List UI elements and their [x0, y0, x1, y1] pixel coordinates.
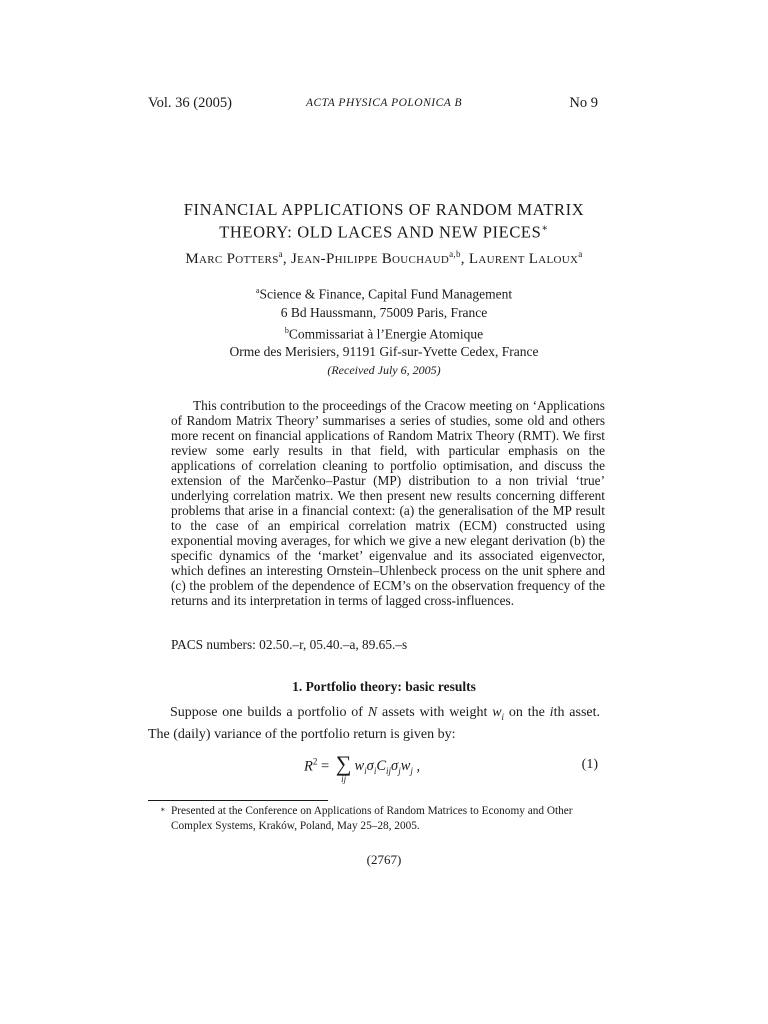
affiliation-a-line-2: 6 Bd Haussmann, 75009 Paris, France: [280, 304, 488, 320]
affiliation-b-name: Commissariat à l’Energie Atomique: [288, 326, 484, 341]
issue-label: No 9: [569, 95, 598, 111]
author-name: Jean-Philippe Bouchaud: [291, 251, 450, 267]
affiliation-b-line-1: [0, 322, 768, 344]
abstract-text: This contribution to the proceedings of the Cracow meeting on ‘Applications of Random Matrix Theory’ summarises a series of studies, some old and others more recent on financial applications of Random Matrix Theory (RMT). We first review some early results in that field, with particular emphasis on the applications of correlation cleaning to portfolio optimisation, and discuss the extension of the Marčenko–Pastur (MP) distribution to a non trivial ‘true’ underlying correlation matrix. We then present new results concerning different problems that arise in a financial context: (a) the generalisation of the MP result to the case of an empirical correlation matrix (ECM) constructed using exponential moving averages, for which we give a new elegant derivation (b) the specific dynamics of the ‘market’ eigenvalue and its associated eigenvector, which defines an interesting Ornstein–Uhlenbeck process on the unit sphere and (c) the problem of the dependence of ECM’s on the observation frequency of the returns and its interpretation in terms of lagged cross-influences.: [171, 398, 605, 608]
affiliation-a-name: Science & Finance, Capital Fund Management: [259, 286, 513, 302]
affiliation-mark-b: b: [284, 325, 289, 335]
footnote-mark: ∗: [160, 805, 166, 814]
sum-icon: ∑: [335, 751, 352, 776]
math-N: N: [367, 705, 378, 720]
text-run: th asset. The (daily) variance of the portfolio return is given by:: [148, 705, 601, 742]
volume-label: Vol. 36 (2005): [148, 95, 232, 111]
affiliation-mark-a: a: [255, 286, 260, 295]
text-run: on the: [504, 705, 550, 720]
section-heading: 1. Portfolio theory: basic results: [292, 679, 476, 694]
equation-rhs: $w_i\sigma_iC_{ij}\sigma_jw_j$: [354, 758, 413, 777]
title-line-1: FINANCIAL APPLICATIONS OF RANDOM MATRIX: [183, 200, 585, 219]
math-w: w: [492, 705, 502, 720]
author-affiliation-mark: a: [578, 249, 583, 259]
affiliation-b-line-2: Orme des Merisiers, 91191 Gif-sur-Yvette Cedex, France: [229, 344, 539, 359]
author-list: Marc Potters$^a$, Jean-Philippe Bouchaud$^{a,b}$, Laurent Laloux$^a$: [185, 249, 583, 267]
equation-1: [0, 752, 768, 796]
summation: [335, 751, 352, 784]
abstract: [171, 398, 605, 608]
title-line-2-text: THEORY: OLD LACES AND NEW PIECES: [219, 222, 542, 242]
body-paragraph: [148, 704, 600, 744]
author-name: Marc Potters: [185, 251, 279, 267]
footnote-rule: [148, 800, 328, 801]
footnote-text: Presented at the Conference on Applications of Random Matrices to Economy and Other Complex Systems, Kraków, Poland, May 25–28, 2005.: [171, 805, 573, 832]
text-run: Suppose one builds a portfolio of: [170, 705, 368, 720]
journal-name: ACTA PHYSICA POLONICA B: [305, 97, 462, 109]
author-affiliation-mark: a,b: [449, 249, 461, 259]
affiliation-a-line-1: [0, 282, 768, 304]
equation-lhs: R: [304, 758, 313, 775]
footnote: [148, 804, 602, 834]
title-footnote-mark: ∗: [541, 223, 549, 234]
equation-body: [304, 752, 420, 782]
sum-subscript: ij: [341, 774, 347, 784]
paper-title: [0, 200, 768, 242]
text-run: assets with weight: [377, 705, 493, 720]
math-subscript-i: i: [501, 711, 505, 722]
received-date: (Received July 6, 2005): [327, 363, 441, 377]
pacs-numbers: PACS numbers: 02.50.–r, 05.40.–a, 89.65.–s: [171, 637, 408, 652]
affiliations: [0, 282, 768, 361]
equation-number: (1): [581, 757, 598, 772]
equation-comma: ,: [412, 758, 421, 775]
math-i: i: [549, 705, 554, 720]
equation-lhs-exponent: 2: [312, 756, 318, 767]
author-affiliation-mark: a: [278, 249, 283, 259]
paragraph-1: [148, 704, 600, 744]
title-line-2: [0, 219, 768, 242]
page-number: (2767): [366, 852, 402, 867]
author-name: Laurent Laloux: [468, 251, 579, 267]
equals-sign: =: [317, 758, 333, 775]
